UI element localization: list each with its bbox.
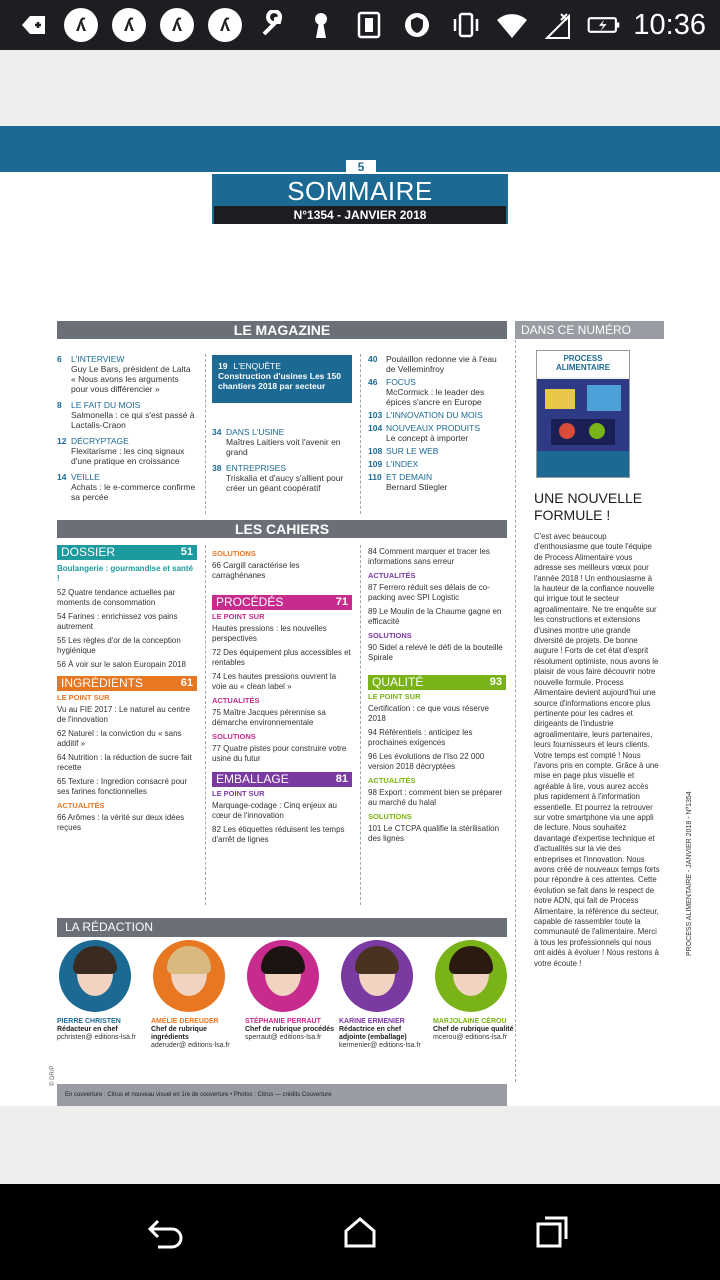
recents-icon — [534, 1215, 570, 1249]
list-item[interactable]: 14 VEILLE Achats : le e-commerce confirme sa percée — [57, 472, 196, 502]
cover-footer — [537, 451, 629, 477]
team-member[interactable]: MARJOLAINE CÉROU Chef de rubrique qualité mcerou@ editions-lsa.fr — [433, 940, 523, 1042]
vibrate-icon — [449, 8, 483, 42]
section-label: LE POINT SUR — [57, 693, 110, 702]
list-item[interactable]: 65 Texture : Ingredion consacré pour ses farines fonctionnelles — [57, 777, 188, 796]
list-item[interactable]: 62 Naturel : la conviction du « sans additif » — [57, 729, 182, 748]
list-item[interactable]: 66 Cargill caractérise les carraghénanes — [212, 561, 300, 580]
list-item[interactable]: 75 Maître Jacques pérennise sa démarche environnementale — [212, 708, 326, 727]
issue-text: N°1354 - JANVIER 2018 — [214, 206, 506, 224]
clock: 10:36 — [633, 8, 706, 41]
avatar — [153, 940, 225, 1012]
list-item[interactable]: 109 L'INDEX — [368, 459, 419, 469]
list-item[interactable]: 94 Référentiels : anticipez les prochaines exigences — [368, 728, 473, 747]
no-signal-icon — [541, 8, 575, 42]
list-item[interactable]: 87 Ferrero réduit ses délais de co-packing avec SPI Logistic — [368, 583, 490, 602]
list-item[interactable]: 12 DÉCRYPTAGE Flexitarisme : les cinq signaux d'une pratique en croissance — [57, 436, 185, 466]
app-notification-icon: ʎ — [208, 8, 242, 42]
emballage-header[interactable]: EMBALLAGE 81 — [212, 772, 352, 787]
section-label: SOLUTIONS — [212, 549, 256, 558]
team-member[interactable]: PIERRE CHRISTEN Rédacteur en chef pchristen@ editions-lsa.fr — [57, 940, 147, 1042]
section-label: ACTUALITÉS — [57, 801, 105, 810]
list-item[interactable]: 6 L'INTERVIEW Guy Le Bars, président de Lalta « Nous avons les arguments pour vous différencier » — [57, 354, 191, 394]
section-label: SOLUTIONS — [368, 812, 412, 821]
la-redaction-header: LA RÉDACTION — [57, 918, 507, 937]
app-notification-icon: ʎ — [64, 8, 98, 42]
list-item[interactable]: 96 Les évolutions de l'Iso 22 000 version 2018 décryptées — [368, 752, 485, 771]
list-item[interactable]: 72 Des équipement plus accessibles et rentables — [212, 648, 351, 667]
team-member[interactable]: KARINE ERMENIER Rédactrice en chef adjointe (emballage) kermenier@ editions-lsa.fr — [339, 940, 429, 1050]
list-item[interactable]: 8 LE FAIT DU MOIS Salmonella : ce qui s'est passé à Lactalis-Craon — [57, 400, 195, 430]
battery-charging-icon — [587, 8, 621, 42]
list-item[interactable]: 34 DANS L'USINE Maîtres Laitiers voit l'avenir en grand — [212, 427, 341, 457]
editorial-headline: UNE NOUVELLE FORMULE ! — [534, 490, 643, 523]
list-item[interactable]: Vu au FIE 2017 : Le naturel au centre de l'innovation — [57, 705, 191, 724]
back-icon — [146, 1215, 186, 1249]
section-les-cahiers: LES CAHIERS — [57, 520, 507, 538]
section-label: ACTUALITÉS — [368, 776, 416, 785]
list-item[interactable]: 38 ENTREPRISES Triskalia et d'aucy s'allient pour créer un géant coopératif — [212, 463, 344, 493]
cahiers-col-3 — [368, 547, 506, 848]
list-item[interactable]: 98 Export : comment bien se préparer au marché du halal — [368, 788, 503, 807]
procedes-header[interactable]: PROCÉDÉS 71 — [212, 595, 352, 610]
section-label: ACTUALITÉS — [368, 571, 416, 580]
section-label: LE POINT SUR — [368, 692, 421, 701]
status-bar — [0, 0, 720, 50]
list-item[interactable]: 66 Arômes : la vérité sur deux idées reçues — [57, 813, 185, 832]
list-item[interactable]: 108 SUR LE WEB — [368, 446, 439, 456]
list-item[interactable]: 55 Les règles d'or de la conception hygiénique — [57, 636, 181, 655]
list-item[interactable]: 40 Poulaillon redonne vie à l'eau de Velleminfroy — [368, 354, 497, 374]
list-item[interactable]: 56 À voir sur le salon Europain 2018 — [57, 660, 186, 669]
editorial — [534, 482, 660, 969]
column-divider — [360, 354, 361, 514]
wifi-icon — [495, 8, 529, 42]
section-label: SOLUTIONS — [368, 631, 412, 640]
cover-image — [537, 379, 629, 453]
team-member[interactable]: AMÉLIE DEREUDER Chef de rubrique ingrédients aderuder@ editions-lsa.fr — [151, 940, 241, 1050]
ingredients-header[interactable]: INGRÉDIENTS 61 — [57, 676, 197, 691]
shield-icon — [400, 8, 434, 42]
list-item[interactable]: 101 Le CTCPA qualifie la stérilisation des lignes — [368, 824, 500, 843]
list-item[interactable]: 46 FOCUS McCormick : le leader des épices s'ancre en Europe — [368, 377, 485, 407]
title-text: SOMMAIRE — [214, 176, 506, 206]
enquete-box[interactable]: 19 L'ENQUÊTE Construction d'usines Les 150 chantiers 2018 par secteur — [212, 355, 352, 403]
add-icon — [16, 8, 50, 42]
list-item[interactable]: Hautes pressions : les nouvelles perspectives — [212, 624, 327, 643]
list-item[interactable]: 54 Farines : enrichissez vos pains autrement — [57, 612, 178, 631]
column-divider — [205, 354, 206, 514]
list-item[interactable]: Certification : ce que vous réserve 2018 — [368, 704, 489, 723]
list-item[interactable]: 110 ET DEMAIN Bernard Stiegler — [368, 472, 448, 492]
list-item[interactable]: 52 Quatre tendance actuelles par moments de consommation — [57, 588, 176, 607]
avatar — [341, 940, 413, 1012]
cahiers-col-2 — [212, 547, 352, 849]
section-label: ACTUALITÉS — [212, 696, 260, 705]
page-number: 5 — [346, 160, 376, 174]
back-button[interactable] — [146, 1212, 186, 1252]
cover-title: PROCESS ALIMENTAIRE — [537, 351, 629, 377]
magazine-col-1 — [57, 354, 197, 508]
section-label: SOLUTIONS — [212, 732, 256, 741]
qualite-header[interactable]: QUALITÉ 93 — [368, 675, 506, 690]
magazine-col-2 — [212, 427, 352, 499]
dossier-subtitle: Boulangerie : gourmandise et santé ! — [57, 564, 194, 583]
dossier-header[interactable]: DOSSIER 51 — [57, 545, 197, 560]
editorial-body: C'est avec beaucoup d'enthousiasme que toute l'équipe de Process Alimentaire vous adresse ses meilleurs vœux pour l'année 2018 ! Un enthousiasme à la hauteur de la confiance nouvelle qui irrigue tout le secteur agroalimentaire. Ne tre enquête sur les constructions et extensions d'usines montre une grande diversité de projets. De bonne augure ! Forts de cet état d'esprit résolument optimiste, nous avons le plaisir de vous faire découvrir notre nouvelle formule. Process Alimentaire devient aujourd'hui une source d'informations encore plus pertinente pour les cadres et dirigeants de l'industrie agroalimentaire, leurs partenaires, leurs fournisseurs et leurs clients. Votre temps est compté ! Nous l'avons pris en compte. Grâce à une mise en page plus visuelle et agréable à lire, vous aurez accès plus rapidement à l'information essentielle. Et pourrez la retrouver sur votre smartphone via une appli de lecture. Nous souhaitez davantage d'expertise technique et d'actualités sur la vie des entreprises et l'innovation. Nous avons créé de nouveaux temps forts pour répondre à ces attentes. Cette évolution se fait dans le respect de notre ADN, qui fait de Process Alimentaire, la référence du secteur, capable de rassembler toute la communauté de l'alimentaire. Merci à tous les professionnels qui nous ont aidés à évoluer ! Nous restons à votre écoute ! — [534, 532, 660, 968]
list-item[interactable]: 64 Nutrition : la réduction de sucre fait recette — [57, 753, 192, 772]
team-member[interactable]: STÉPHANIE PERRAUT Chef de rubrique procédés sperraut@ editions-lsa.fr — [245, 940, 335, 1042]
wrench-icon — [256, 8, 290, 42]
magazine-page[interactable] — [0, 126, 720, 1106]
list-item[interactable]: 90 Sidel a relevé le défi de la bouteille Spirale — [368, 643, 503, 662]
tablet-icon — [352, 8, 386, 42]
column-divider — [360, 545, 361, 905]
vertical-folio: PROCESS ALIMENTAIRE - JANVIER 2018 - Nº1354 — [686, 791, 693, 956]
app-notification-icon: ʎ — [112, 8, 146, 42]
home-icon — [342, 1215, 378, 1249]
navigation-bar — [0, 1184, 720, 1280]
dans-ce-numero-header: DANS CE NUMÉRO — [515, 321, 664, 339]
home-button[interactable] — [340, 1212, 380, 1252]
avatar — [247, 940, 319, 1012]
page-viewer[interactable] — [0, 50, 720, 1184]
list-item[interactable]: 84 Comment marquer et tracer les informations sans erreur — [368, 547, 490, 566]
photo-credit: © DR/P — [50, 1065, 56, 1086]
keyhole-icon — [304, 8, 338, 42]
magazine-cover-thumbnail[interactable] — [536, 350, 630, 478]
list-item[interactable]: Marquage-codage : Cinq enjeux au cœur de l'innovation — [212, 801, 337, 820]
list-item[interactable]: 77 Quatre pistes pour construire votre usine du futur — [212, 744, 347, 763]
list-item[interactable]: 74 Les hautes pressions ouvrent la voie au « clean label » — [212, 672, 337, 691]
avatar — [59, 940, 131, 1012]
avatar — [435, 940, 507, 1012]
section-le-magazine: LE MAGAZINE — [57, 321, 507, 339]
list-item[interactable]: 89 Le Moulin de la Chaume gagne en efficacité — [368, 607, 502, 626]
page-title — [212, 174, 508, 224]
list-item[interactable]: 82 Les étiquettes réduisent les temps d'arrêt de lignes — [212, 825, 345, 844]
cahiers-col-1 — [57, 545, 197, 837]
magazine-col-3 — [368, 354, 504, 495]
section-label: LE POINT SUR — [212, 612, 265, 621]
list-item[interactable]: 104 NOUVEAUX PRODUITS Le concept à importer — [368, 423, 480, 443]
footer-note: En couverture : Citrus et nouveau visuel en 1re de couverture • Photos : Citrus — crédits Couverture — [57, 1084, 507, 1106]
recents-button[interactable] — [532, 1212, 572, 1252]
section-label: LE POINT SUR — [212, 789, 265, 798]
column-divider — [205, 545, 206, 905]
app-notification-icon: ʎ — [160, 8, 194, 42]
list-item[interactable]: 103 L'INNOVATION DU MOIS — [368, 410, 483, 420]
